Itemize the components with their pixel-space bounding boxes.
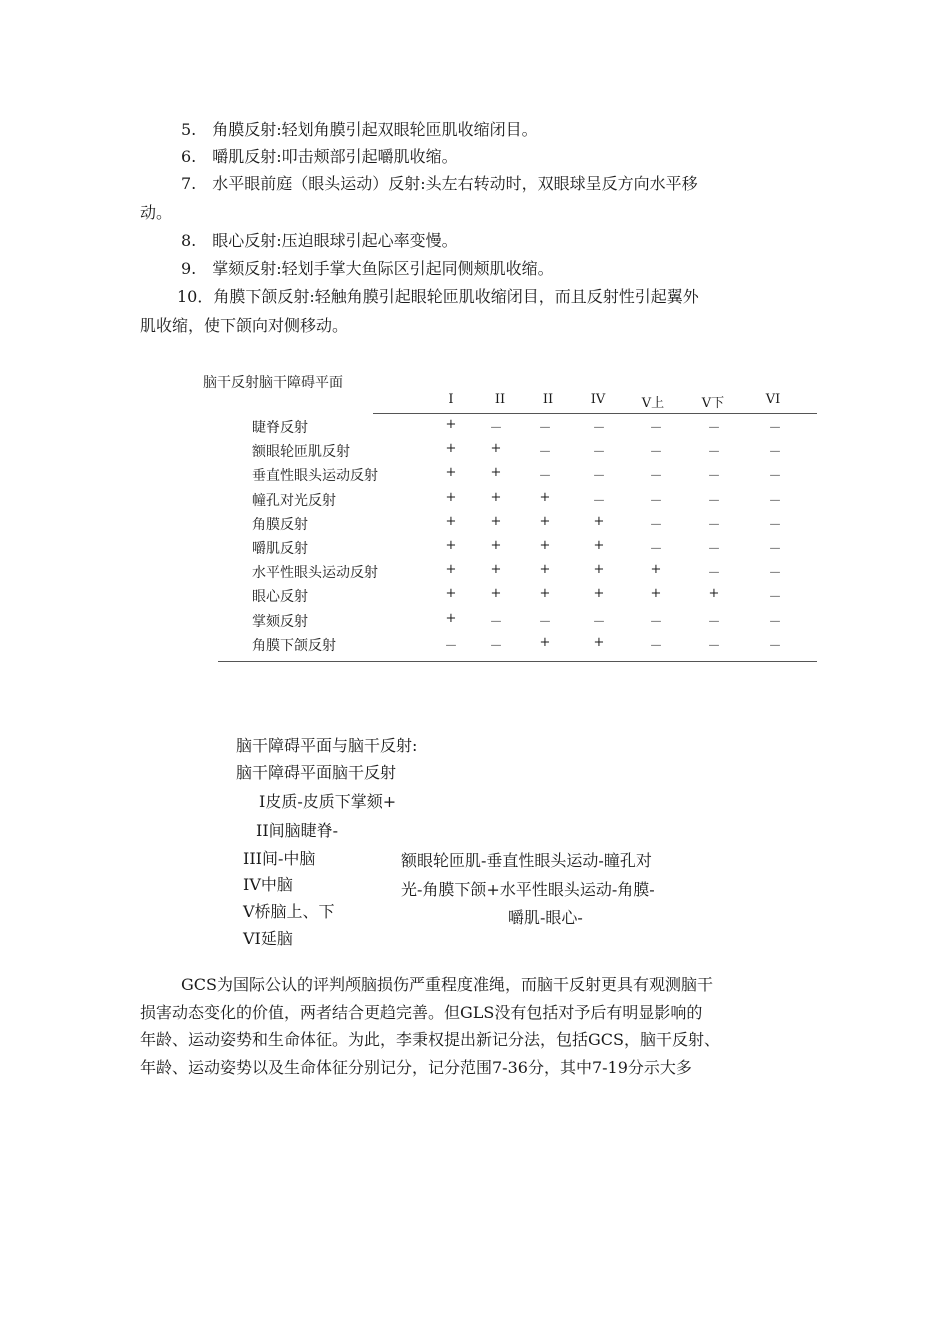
header-level-3: II: [542, 392, 554, 407]
header-level-1: I: [448, 392, 454, 407]
row-label: 角膜下颌反射: [252, 637, 336, 654]
table-cell: +: [490, 562, 502, 578]
table-cell: +: [708, 586, 720, 602]
table-cell: +: [445, 441, 457, 457]
table-cell: +: [539, 634, 551, 650]
header-level-2: II: [494, 392, 506, 407]
table-cell: +: [539, 562, 551, 578]
table-cell: －: [649, 542, 663, 557]
level-item: III间-中脑: [243, 849, 316, 868]
level-item: Ⅰ皮质-皮质下掌颏+: [259, 792, 397, 811]
level-item: IV中脑: [243, 875, 293, 894]
table-cell: +: [490, 465, 502, 481]
table-cell: －: [707, 542, 721, 557]
gcs-paragraph-line3: 年龄、运动姿势和生命体征。为此，李秉权提出新记分法，包括GCS，脑干反射、: [140, 1030, 720, 1049]
table-cell: －: [707, 517, 721, 533]
table-cell: －: [538, 614, 552, 630]
table-cell: +: [445, 417, 457, 432]
table-cell: －: [649, 614, 663, 630]
table-cell: +: [490, 489, 502, 505]
table-cell: +: [539, 513, 551, 529]
table-cell: －: [649, 469, 663, 485]
reflex-item-8: 8. 眼心反射:压迫眼球引起心率变慢。: [181, 231, 458, 250]
table-cell: －: [707, 638, 721, 654]
table-cell: －: [707, 469, 721, 485]
summary-title: 脑干障碍平面与脑干反射:: [236, 736, 418, 755]
table-cell: －: [768, 517, 782, 533]
table-header-rule: [373, 413, 817, 414]
header-level-4: IV: [590, 392, 606, 407]
table-cell: －: [538, 421, 552, 436]
row-label: 角膜反射: [252, 516, 308, 533]
row-label: 嚼肌反射: [252, 541, 308, 557]
table-cell: +: [539, 586, 551, 602]
table-cell: －: [707, 421, 721, 436]
table-cell: +: [490, 513, 502, 529]
reflex-item-7-line2: 动。: [140, 203, 173, 222]
row-label: 水平性眼头运动反射: [252, 565, 378, 582]
table-cell: +: [539, 489, 551, 505]
reflex-item-7-line1: 7. 水平眼前庭（眼头运动）反射:头左右转动时，双眼球呈反方向水平移: [181, 174, 698, 193]
table-cell: －: [592, 614, 606, 630]
table-cell: －: [707, 566, 721, 582]
header-level-6: VI: [765, 392, 781, 407]
table-cell: －: [707, 614, 721, 630]
table-cell: －: [489, 638, 503, 654]
table-cell: －: [649, 445, 663, 461]
table-cell: －: [768, 614, 782, 630]
table-cell: +: [650, 586, 662, 602]
table-cell: －: [538, 445, 552, 461]
table-cell: +: [650, 562, 662, 578]
table-cell: －: [592, 493, 606, 509]
table-cell: +: [445, 465, 457, 481]
level-item: II间脑睫脊-: [256, 821, 339, 840]
gcs-paragraph-line2: 损害动态变化的价值，两者结合更趋完善。但GLS没有包括对予后有明显影响的: [140, 1003, 703, 1022]
table-cell: －: [489, 614, 503, 630]
row-label: 掌颏反射: [252, 613, 308, 630]
table-cell: +: [445, 538, 457, 553]
table-cell: －: [768, 421, 782, 436]
table-cell: －: [768, 638, 782, 654]
level-item: VI延脑: [243, 929, 293, 948]
table-cell: －: [649, 517, 663, 533]
table-cell: +: [445, 586, 457, 602]
reflex-item-10-line2: 肌收缩，使下颌向对侧移动。: [140, 316, 349, 335]
table-cell: +: [593, 634, 605, 650]
table-cell: －: [707, 445, 721, 461]
row-label: 幢孔对光反射: [252, 492, 336, 509]
table-cell: －: [649, 493, 663, 509]
table-cell: －: [768, 469, 782, 485]
summary-reflex-line2: 光-角膜下颌+水平性眼头运动-角膜-: [401, 880, 655, 899]
reflex-item-5: 5. 角膜反射:轻划角膜引起双眼轮匝肌收缩闭目。: [181, 120, 538, 139]
table-cell: －: [768, 542, 782, 557]
table-cell: －: [768, 590, 782, 606]
table-cell: +: [593, 538, 605, 553]
table-cell: －: [768, 566, 782, 582]
table-cell: +: [593, 562, 605, 578]
table-cell: +: [445, 489, 457, 505]
table-cell: +: [445, 562, 457, 578]
summary-reflex-line3: 嚼肌-眼心-: [508, 908, 583, 927]
table-cell: －: [649, 421, 663, 436]
table-cell: －: [649, 638, 663, 654]
summary-reflex-line1: 额眼轮匝肌-垂直性眼头运动-瞳孔对: [401, 851, 652, 870]
table-cell: +: [593, 513, 605, 529]
header-level-5-upper: V上: [641, 396, 665, 411]
reflex-item-6: 6. 嚼肌反射:叩击颊部引起嚼肌收缩。: [181, 147, 458, 166]
level-item: V桥脑上、下: [243, 902, 335, 921]
table-cell: +: [445, 610, 457, 626]
table-cell: －: [768, 493, 782, 509]
row-label: 垂直性眼头运动反射: [252, 468, 378, 485]
header-level-5-lower: V下: [701, 396, 725, 411]
table-cell: +: [539, 538, 551, 553]
reflex-item-10-line1: 10．角膜下颌反射:轻触角膜引起眼轮匝肌收缩闭目，而且反射性引起翼外: [177, 287, 699, 306]
gcs-paragraph-line4: 年龄、运动姿势以及生命体征分别记分，记分范围7-36分，其中7-19分示大多: [140, 1058, 692, 1077]
table-bottom-rule: [218, 661, 817, 662]
table-cell: －: [592, 445, 606, 461]
row-label: 睫脊反射: [252, 420, 308, 436]
row-label: 额眼轮匝肌反射: [252, 444, 350, 461]
table-cell: －: [444, 638, 458, 654]
table-cell: +: [445, 513, 457, 529]
table-cell: －: [707, 493, 721, 509]
table-cell: －: [592, 421, 606, 436]
table-cell: －: [592, 469, 606, 485]
table-cell: +: [490, 441, 502, 457]
table-cell: －: [538, 469, 552, 485]
gcs-paragraph-line1: GCS为国际公认的评判颅脑损伤严重程度准绳，而脑干反射更具有观测脑干: [181, 975, 713, 994]
table-cell: +: [593, 586, 605, 602]
table-cell: －: [768, 445, 782, 461]
table-title: 脑干反射脑干障碍平面: [203, 375, 343, 391]
row-label: 眼心反射: [252, 589, 308, 606]
table-cell: －: [489, 421, 503, 436]
reflex-item-9: 9. 掌颏反射:轻划手掌大鱼际区引起同侧颊肌收缩。: [181, 259, 554, 278]
table-cell: +: [490, 586, 502, 602]
table-cell: +: [490, 538, 502, 553]
summary-subtitle: 脑干障碍平面脑干反射: [236, 763, 397, 782]
